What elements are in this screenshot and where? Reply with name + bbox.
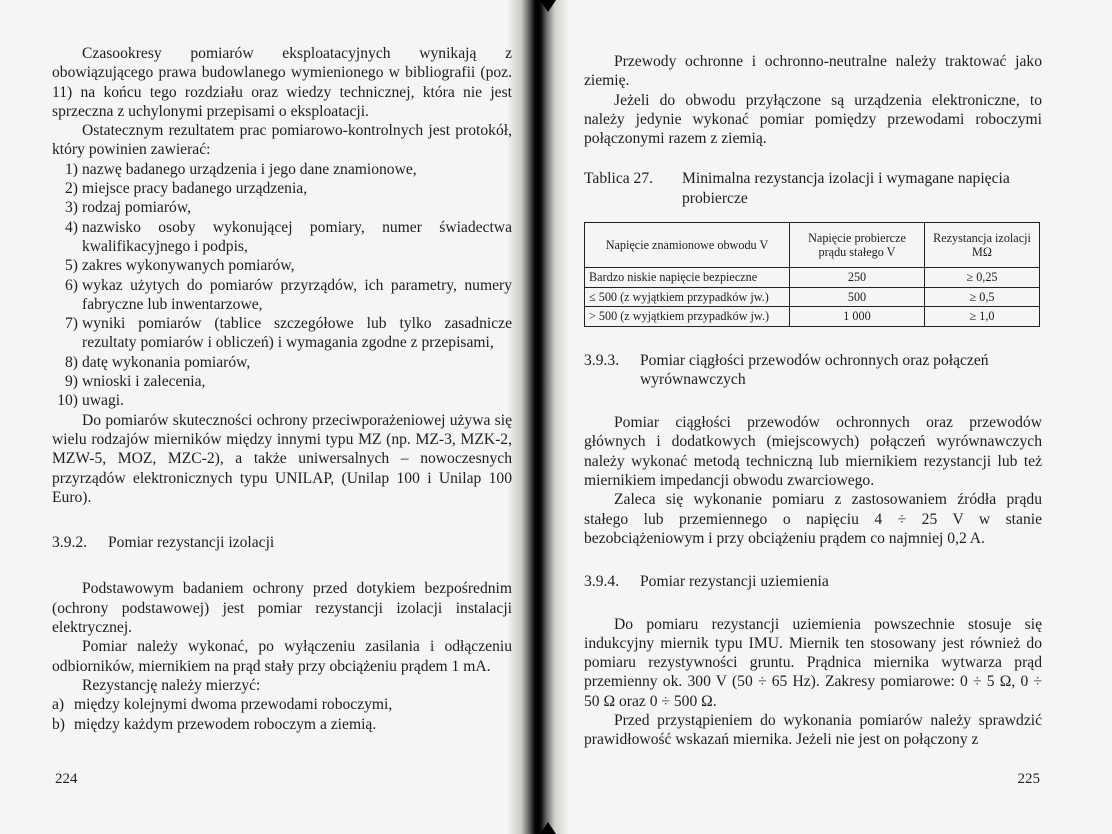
list-item-number: 9) bbox=[65, 373, 78, 391]
table-caption-title: Minimalna rezystancja izolacji i wymagane napięcia probiercze bbox=[682, 170, 1010, 207]
page-number-left: 224 bbox=[55, 771, 78, 787]
table-cell: > 500 (z wyjątkiem przypadków jw.) bbox=[585, 307, 790, 327]
list-item-number: 3) bbox=[65, 199, 78, 217]
table-cell: 500 bbox=[790, 287, 925, 307]
list-item-text: miejsce pracy badanego urządzenia, bbox=[82, 180, 308, 198]
table-cell: Bardzo niskie napięcie bezpieczne bbox=[585, 268, 790, 288]
left-paragraph-4: Podstawowym badaniem ochrony przed dotykiem bezpośrednim (ochrony podstawowej) jest pomiar rezystancji izolacji instalacji elektrycznej. bbox=[52, 580, 512, 637]
list-item-text: wykaz użytych do pomiarów przyrządów, ich parametry, numery fabryczne lub inwentarzowe, bbox=[82, 276, 512, 313]
table-cell: ≤ 500 (z wyjątkiem przypadków jw.) bbox=[585, 287, 790, 307]
list-item bbox=[52, 695, 512, 714]
left-paragraph-1: Czasookresy pomiarów eksploatacyjnych wynikają z obowiązującego prawa budowlanego wymienionego w bibliografii (poz. 11) na końcu tego rozdziału oraz wiedzy technicznej, która nie jest sprzeczna z uchylonymi przepisami o eksploatacji. bbox=[52, 45, 512, 120]
table-caption-number: Tablica 27. bbox=[584, 170, 654, 188]
list-item bbox=[52, 391, 512, 410]
list-item-text: datę wykonania pomiarów, bbox=[82, 353, 251, 371]
list-item-number: 5) bbox=[65, 257, 78, 275]
right-paragraph-6: Przed przystąpieniem do wykonania pomiarów należy sprawdzić prawidłowość wskazań miernika. Jeżeli nie jest on połączony z bbox=[584, 712, 1042, 749]
list-item bbox=[52, 179, 512, 198]
list-item-number: a) bbox=[52, 696, 65, 714]
table-header-cell: Napięcie znamionowe obwodu V bbox=[585, 223, 790, 268]
left-paragraph-2: Ostatecznym rezultatem prac pomiarowo-kontrolnych jest protokół, który powinien zawierać: bbox=[52, 122, 512, 159]
table-header-cell: Napięcie probiercze prądu stałego V bbox=[790, 223, 925, 268]
table-cell: 1 000 bbox=[790, 307, 925, 327]
table-caption bbox=[584, 169, 1042, 208]
section-number: 3.9.2. bbox=[52, 534, 88, 552]
list-item-text: uwagi. bbox=[82, 392, 125, 410]
insulation-resistance-table bbox=[584, 222, 1040, 327]
section-title: Pomiar rezystancji uziemienia bbox=[640, 573, 829, 591]
list-item-text: wyniki pomiarów (tablice szczegółowe lub tylko zasadnicze rezultaty pomiarów i obliczeń) i wymagania zgodne z przepisami, bbox=[82, 315, 512, 352]
list-item-number: b) bbox=[52, 715, 65, 733]
list-item-number: 6) bbox=[65, 276, 78, 294]
book-gutter bbox=[508, 0, 568, 834]
list-item-number: 2) bbox=[65, 180, 78, 198]
left-paragraph-6: Rezystancję należy mierzyć: bbox=[82, 676, 261, 694]
left-page bbox=[52, 0, 512, 834]
list-item-text: nazwę badanego urządzenia i jego dane znamionowe, bbox=[82, 160, 417, 178]
table-cell: ≥ 0,5 bbox=[925, 287, 1040, 307]
list-item bbox=[52, 256, 512, 275]
table-header-row bbox=[585, 223, 1040, 268]
list-item bbox=[52, 314, 512, 353]
right-paragraph-2: Jeżeli do obwodu przyłączone są urządzenia elektroniczne, to należy jedynie wykonać pomiar pomiędzy przewodami roboczymi połączonymi razem z ziemią. bbox=[584, 91, 1042, 148]
page-number-right: 225 bbox=[1017, 771, 1040, 787]
right-paragraph-1: Przewody ochronne i ochronno-neutralne należy traktować jako ziemię. bbox=[584, 53, 1042, 90]
table-cell: 250 bbox=[790, 268, 925, 288]
list-item-text: rodzaj pomiarów, bbox=[82, 199, 191, 217]
list-item bbox=[52, 353, 512, 372]
right-page bbox=[584, 0, 1042, 834]
table-row bbox=[585, 307, 1040, 327]
list-item bbox=[52, 160, 512, 179]
table-header-cell: Rezystancja izolacji MΩ bbox=[925, 223, 1040, 268]
section-heading-3-9-3 bbox=[584, 351, 1042, 390]
right-paragraph-4: Zaleca się wykonanie pomiaru z zastosowaniem źródła prądu stałego lub przemiennego o napięciu 4 ÷ 25 V w stanie bezobciążeniowym i przy obciążeniu prądem co najmniej 0,2 A. bbox=[584, 491, 1042, 547]
gutter-shadow-top bbox=[540, 0, 556, 12]
list-item-text: między kolejnymi dwoma przewodami roboczymi, bbox=[74, 696, 393, 714]
section-title: Pomiar ciągłości przewodów ochronnych oraz połączeń wyrównawczych bbox=[640, 351, 989, 388]
left-paragraph-5: Pomiar należy wykonać, po wyłączeniu zasilania i odłączeniu odbiorników, miernikiem na prąd stały przy obciążeniu prądem 1 mA. bbox=[52, 638, 512, 675]
list-item-number: 8) bbox=[65, 353, 78, 371]
protocol-items-list bbox=[52, 160, 512, 411]
list-item-text: zakres wykonywanych pomiarów, bbox=[82, 257, 295, 275]
table-cell: ≥ 0,25 bbox=[925, 268, 1040, 288]
measure-items-list bbox=[52, 695, 512, 734]
section-title: Pomiar rezystancji izolacji bbox=[108, 534, 275, 552]
left-paragraph-3: Do pomiarów skuteczności ochrony przeciwporażeniowej używa się wielu rodzajów mierników między innymi typu MZ (np. MZ-3, MZK-2, MZW-5, MOZ, MZC-2), a także uniwersalnych – nowoczesnych przyrządów elektronicznych typu UNILAP, (Unilap 100 i Unilap 100 Euro). bbox=[52, 411, 512, 506]
list-item-text: nazwisko osoby wykonującej pomiary, numer świadectwa kwalifikacyjnego i podpis, bbox=[82, 218, 512, 255]
list-item bbox=[52, 218, 512, 257]
list-item-number: 1) bbox=[65, 160, 78, 178]
list-item-text: między każdym przewodem roboczym a ziemią. bbox=[74, 715, 377, 733]
right-paragraph-5: Do pomiaru rezystancji uziemienia powszechnie stosuje się indukcyjny miernik typu IMU. Miernik ten stosowany jest również do pomiaru rezystywności gruntu. Prądnica miernika wytwarza prąd przemienny ok. 300 V (50 ÷ 65 Hz). Zakresy pomiarowe: 0 ÷ 5 Ω, 0 ÷ 50 Ω oraz 0 ÷ 500 Ω. bbox=[584, 615, 1042, 710]
list-item-number: 4) bbox=[65, 218, 78, 236]
right-paragraph-3: Pomiar ciągłości przewodów ochronnych oraz przewodów głównych i dodatkowych (miejscowych) połączeń wyrównawczych należy wykonać metodą techniczną lub miernikiem rezystancji lub też miernikiem impedancji obwodu zwarciowego. bbox=[584, 414, 1042, 490]
gutter-shadow-bottom bbox=[540, 822, 556, 834]
list-item bbox=[52, 198, 512, 217]
list-item-text: wnioski i zalecenia, bbox=[82, 373, 206, 391]
section-heading-3-9-4 bbox=[584, 572, 1042, 591]
list-item bbox=[52, 372, 512, 391]
list-item bbox=[52, 715, 512, 734]
section-number: 3.9.4. bbox=[584, 573, 620, 591]
section-number: 3.9.3. bbox=[584, 351, 620, 369]
list-item-number: 10) bbox=[57, 392, 78, 410]
list-item-number: 7) bbox=[65, 315, 78, 333]
table-row bbox=[585, 268, 1040, 288]
list-item bbox=[52, 276, 512, 315]
table-row bbox=[585, 287, 1040, 307]
table-cell: ≥ 1,0 bbox=[925, 307, 1040, 327]
section-heading-3-9-2 bbox=[52, 533, 512, 552]
